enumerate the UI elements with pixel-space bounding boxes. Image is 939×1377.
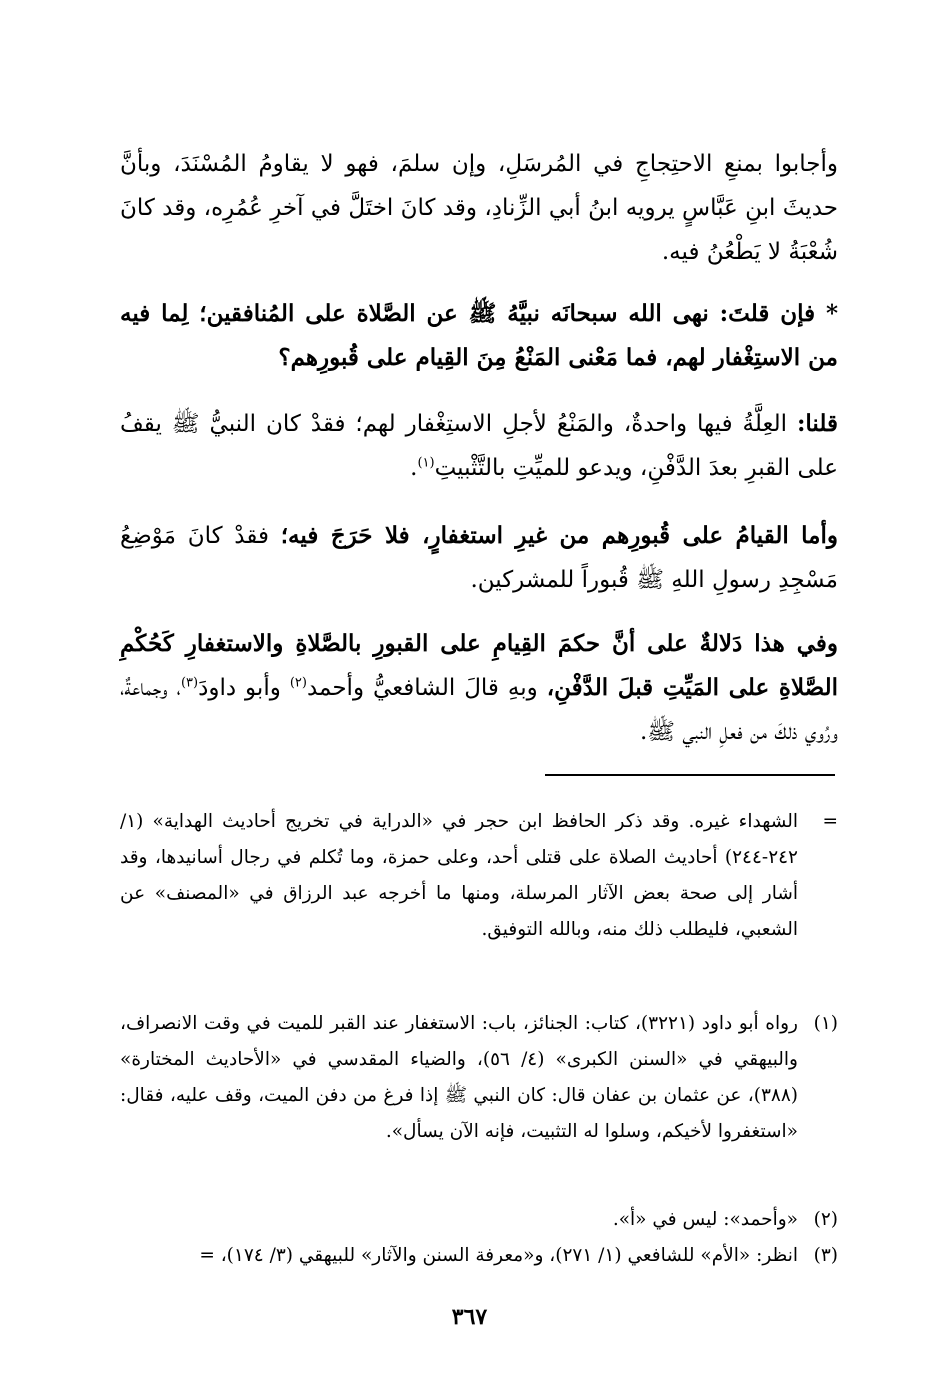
footnote-text: الشهداء غيره. وقد ذكر الحافظ ابن حجر في «الدراية في تخريج أحاديث الهداية» (١/ ٢٤٢-٢٤٤) أحاديث الصلاة على قتلى أحد، وعلى حمزة، وما تُكلم في رجال أسانيدها، وقد أشار إلى صحة بعض الآثار المرسلة، ومنها ما أخرجه عبد الرزاق في «المصنف» عن الشعبي، فليطلب ذلك منه، وبالله التوفيق. — [120, 811, 798, 940]
footnote-3 — [120, 1238, 838, 1274]
paragraph-text: وأجابوا بمنعِ الاحتِجاجِ في المُرسَلِ، وإن سلمَ، فهو لا يقاومُ المُسْنَدَ، وبأنَّ حديثَ ابنِ عَبَّاسٍ يرويه ابنُ أبي الزِّنادِ، وقد كانَ اختَلَّ في آخرِ عُمُرِه، وقد كانَ شُعْبَةُ لا يَطْعُنُ فيه. — [120, 151, 838, 265]
paragraph-answer-1 — [120, 402, 838, 490]
answer-1-body: العِلَّةُ فيها واحدةٌ، والمَنْعُ لأجلِ الاستِغْفار لهم؛ فقدْ كان النبيُّ ﷺ يقفُ على القبرِ بعدَ الدَّفْنِ، ويدعو للميِّتِ بالتَّثْبيتِ — [120, 411, 838, 481]
answer-2-body: فقدْ كانَ مَوْضِعُ مَسْجِدِ رسولِ اللهِ ﷺ قُبوراً للمشركين. — [120, 523, 838, 593]
footnote-text: «وأحمد»: ليس في «أ». — [612, 1209, 798, 1230]
answer-1-lead: قلنا: — [796, 410, 838, 437]
answer-3-body: وبهِ قالَ الشافعيُّ وأحمد — [306, 675, 547, 701]
footnote-number: (٢) — [813, 1209, 838, 1230]
answer-3-mid: وأبو داودَ — [198, 675, 290, 701]
answer-3-end: ، وجماعةٌ، ورُوي ذلكَ من فعلِ النبي ﷺ. — [120, 675, 838, 745]
footnote-ref-2: (٢) — [289, 675, 307, 691]
answer-1-end: . — [410, 455, 418, 481]
answer-2-lead: وأما القيامُ على قُبورِهم من غيرِ استغفارٍ، فلا حَرَجَ فيه؛ — [280, 522, 838, 549]
question-text: * فإن قلتَ: نهى الله سبحانَه نبيَّهُ ﷺ عن الصَّلاة على المُنافقين؛ لِما فيه من الاستِغْفار لهم، فما مَعْنى المَنْعُ مِنَ القِيام على قُبورِهم؟ — [120, 300, 838, 371]
footnote-text: رواه أبو داود (٣٢٢١)، كتاب: الجنائز، باب: الاستغفار عند القبر للميت في وقت الانصراف، والبيهقي في «السنن الكبرى» (٤/ ٥٦)، والضياء المقدسي في «الأحاديث المختارة» (٣٨٨)، عن عثمان بن عفان قال: كان النبي ﷺ إذا فرغ من دفن الميت، وقف عليه، فقال: «استغفروا لأخيكم، وسلوا له التثبيت، فإنه الآن يسأل». — [120, 1013, 798, 1142]
paragraph-question — [120, 292, 838, 380]
page-number: ٣٦٧ — [451, 1304, 488, 1330]
footnote-1 — [120, 1006, 838, 1150]
paragraph-reply — [120, 142, 838, 274]
answer-2-text — [120, 514, 838, 602]
footnote-number: (٣) — [813, 1245, 838, 1266]
answer-3-text — [120, 622, 838, 754]
footnote-2 — [120, 1202, 838, 1238]
answer-1-text — [120, 402, 838, 490]
footnote-number: = — [822, 811, 838, 832]
footnote-ref-3: (٣) — [180, 675, 199, 691]
footnote-divider — [545, 774, 835, 776]
answer-3-lead: وفي هذا دَلالةٌ على أنَّ حكمَ القِيامِ على القبورِ بالصَّلاةِ والاستغفارِ كَحُكْمِ الصَّلاةِ على المَيِّتِ قبلَ الدَّفْنِ، — [120, 630, 839, 701]
footnote-number: (١) — [813, 1013, 838, 1034]
footnote-continuation — [120, 804, 838, 948]
footnote-ref-1: (١) — [417, 455, 435, 471]
footnote-text: انظر: «الأم» للشافعي (١/ ٢٧١)، و«معرفة السنن والآثار» للبيهقي (٣/ ١٧٤)، = — [199, 1245, 798, 1266]
paragraph-answer-2 — [120, 514, 838, 602]
paragraph-answer-3 — [120, 622, 838, 754]
